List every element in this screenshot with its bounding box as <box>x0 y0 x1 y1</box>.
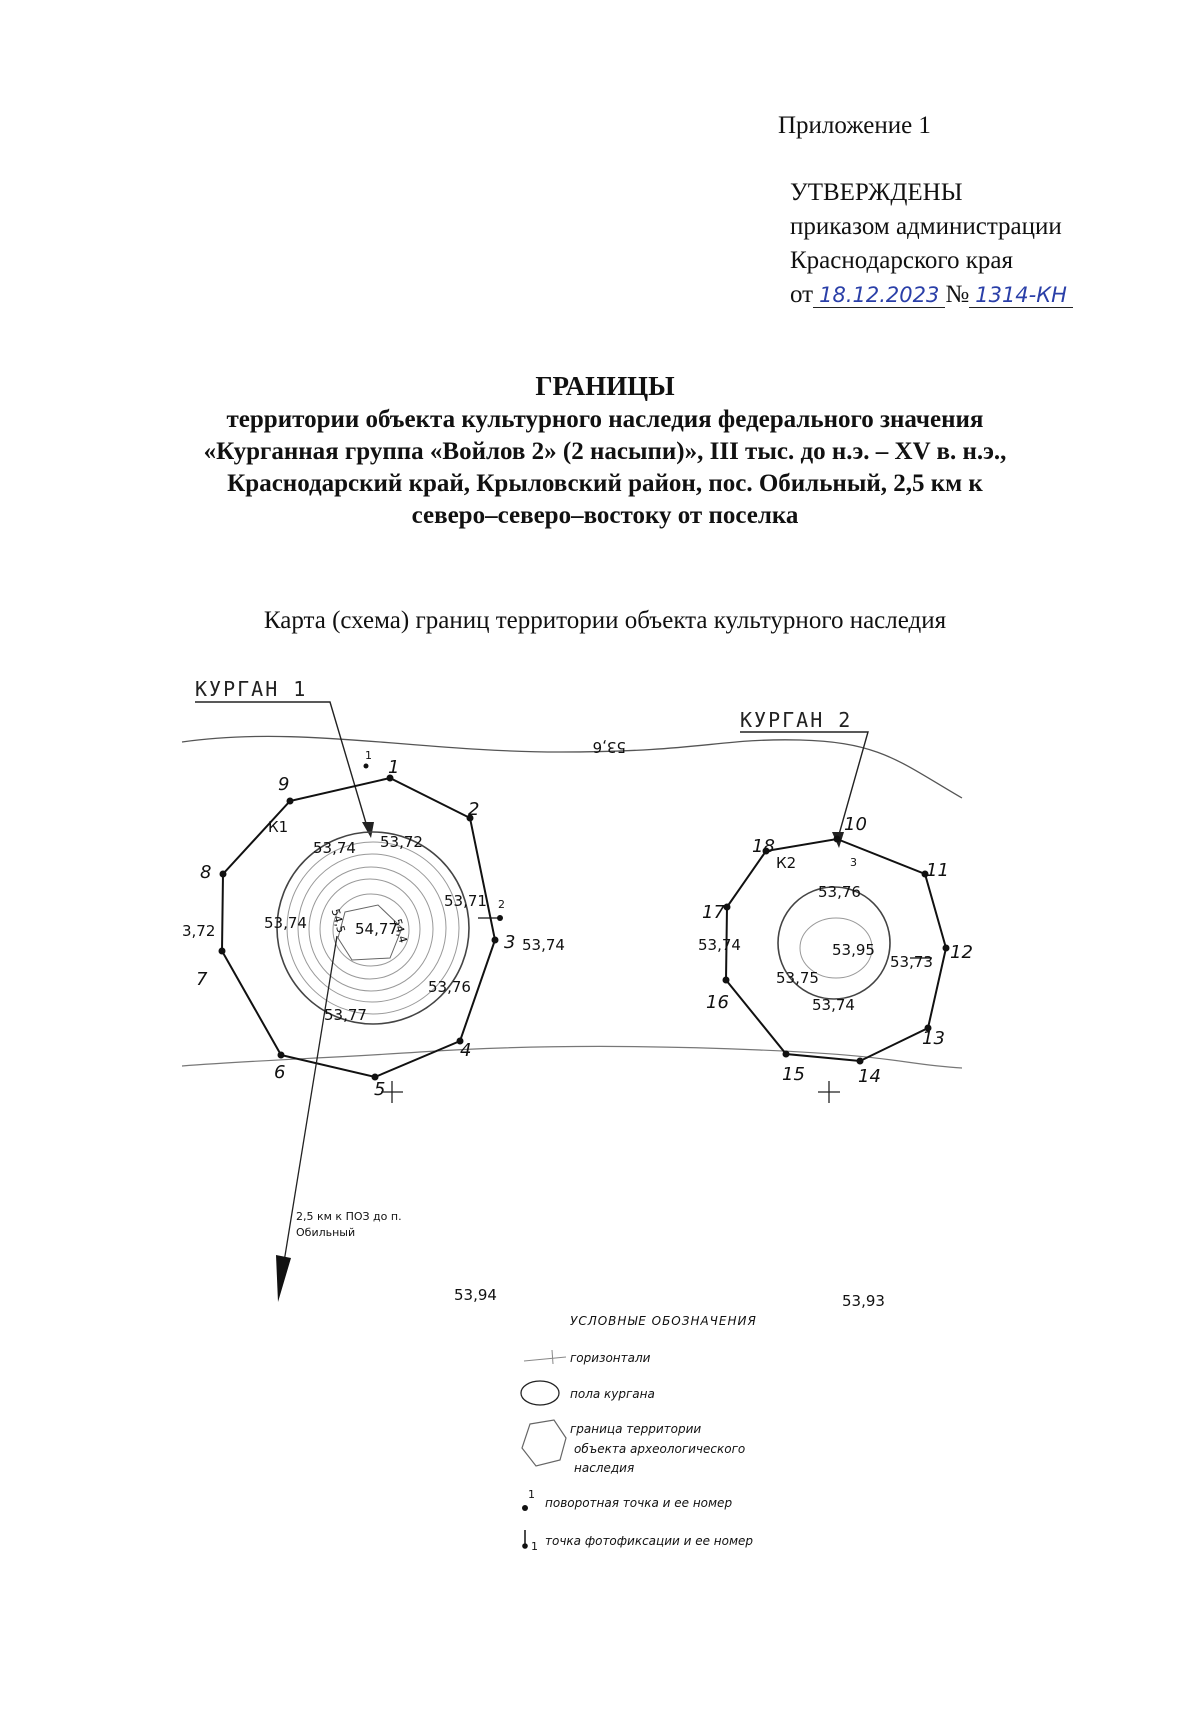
photo-point-2-dot <box>497 915 503 921</box>
order-line-2: Краснодарского края <box>790 247 1013 274</box>
point-3: 3 <box>504 932 516 953</box>
point-14: 14 <box>858 1066 881 1087</box>
k2-elev-4: 53,75 <box>776 969 819 987</box>
inner-contour-label-1: 54,5 <box>328 907 348 935</box>
legend-contour-symbol <box>524 1357 566 1361</box>
point-9: 9 <box>278 774 290 795</box>
k1-elev-4: 53,74 <box>522 936 565 954</box>
order-date: 18.12.2023 <box>813 283 945 308</box>
kurgan-2-code: К2 <box>776 854 797 872</box>
k2-elev-2: 53,95 <box>832 941 875 959</box>
photo-point-1-dot <box>364 764 369 769</box>
point-13: 13 <box>922 1028 945 1049</box>
photo-point-1: 1 <box>365 749 372 762</box>
order-line-1: приказом администрации <box>790 213 1062 240</box>
terrain-contour-bottom <box>182 1046 962 1068</box>
legend-title: УСЛОВНЫЕ ОБОЗНАЧЕНИЯ <box>570 1314 757 1328</box>
point-8: 8 <box>200 862 212 883</box>
point-5: 5 <box>374 1079 386 1100</box>
inner-contour-label-2: 54,4 <box>390 917 410 945</box>
k1-elev-5: 54,77 <box>355 920 398 938</box>
order-number: 1314-КН <box>969 283 1073 308</box>
cross-marker-2 <box>818 1081 840 1103</box>
k2-elev-6: 53,74 <box>698 936 741 954</box>
title-line-3: Краснодарский край, Крыловский район, пос. Обильный, 2,5 км к <box>227 470 983 497</box>
k2-elev-1: 53,76 <box>818 883 861 901</box>
point-6: 6 <box>274 1062 286 1083</box>
point-17: 17 <box>702 902 725 923</box>
direction-text-2: Обильный <box>296 1226 356 1239</box>
point-11: 11 <box>926 860 949 881</box>
point-2: 2 <box>468 799 480 820</box>
point-4: 4 <box>460 1040 472 1061</box>
kurgan-1-label: КУРГАН 1 <box>195 677 308 701</box>
direction-text-1: 2,5 км к ПОЗ до п. <box>296 1210 402 1223</box>
k1-elev-1: 53,74 <box>313 839 356 857</box>
point-18: 18 <box>752 836 775 857</box>
k1-elev-6: 53,74 <box>264 914 307 932</box>
point-1: 1 <box>388 757 400 778</box>
k1-elev-2: 53,72 <box>380 833 423 851</box>
k1-elev-9: 3,72 <box>182 922 216 940</box>
point-12: 12 <box>950 942 973 963</box>
legend-contours: горизонтали <box>570 1351 651 1365</box>
terrain-contour-top <box>182 736 962 798</box>
kurgan-1-arrowhead <box>362 822 374 838</box>
legend-photo-point-number: 1 <box>531 1540 538 1553</box>
direction-arrowhead <box>276 1255 291 1302</box>
map-subtitle: Карта (схема) границ территории объекта культурного наследия <box>263 607 947 634</box>
point-15: 15 <box>782 1064 805 1085</box>
point-7: 7 <box>196 969 208 990</box>
legend-turn-point-number: 1 <box>528 1488 535 1501</box>
title-line-2: «Курганная группа «Войлов 2» (2 насыпи)», III тыс. до н.э. – XV в. н.э., <box>203 438 1007 465</box>
legend-boundary-2: объекта археологического <box>574 1442 746 1456</box>
legend-boundary-3: наследия <box>574 1461 635 1475</box>
legend-boundary-1: граница территории <box>570 1422 702 1436</box>
approved-heading: УТВЕРЖДЕНЫ <box>790 179 963 206</box>
legend-floor-symbol <box>521 1381 559 1405</box>
point-16: 16 <box>706 992 729 1013</box>
k1-elev-8: 53,77 <box>324 1006 367 1024</box>
legend-photo-point: точка фотофиксации и ее номер <box>545 1534 754 1548</box>
k2-elev-5: 53,74 <box>812 996 855 1014</box>
map-legend <box>521 1314 757 1553</box>
legend-kurgan-floor: пола кургана <box>570 1387 655 1401</box>
legend-turn-point-symbol <box>522 1505 528 1511</box>
title-line-4: северо–северо–востоку от поселка <box>411 502 799 529</box>
k2-elev-3: 53,73 <box>890 953 933 971</box>
legend-boundary-symbol <box>522 1420 566 1466</box>
contour-label: 53,6 <box>592 738 626 756</box>
title-line-1: территории объекта культурного наследия федерального значения <box>226 406 984 433</box>
elevation-bottom-right: 53,93 <box>842 1292 885 1310</box>
photo-point-2: 2 <box>498 898 505 911</box>
appendix-label: Приложение 1 <box>778 112 931 139</box>
title-main: ГРАНИЦЫ <box>535 371 675 401</box>
k1-elev-7: 53,76 <box>428 978 471 996</box>
photo-point-3: 3 <box>850 856 857 869</box>
point-10: 10 <box>844 814 867 835</box>
number-prefix: № <box>945 281 970 308</box>
legend-turn-point: поворотная точка и ее номер <box>545 1496 733 1510</box>
elevation-bottom-left: 53,94 <box>454 1286 497 1304</box>
kurgan-1-code: К1 <box>268 818 289 836</box>
k1-elev-3: 53,71 <box>444 892 487 910</box>
date-prefix: от <box>790 281 814 308</box>
kurgan-2-label: КУРГАН 2 <box>740 708 853 732</box>
